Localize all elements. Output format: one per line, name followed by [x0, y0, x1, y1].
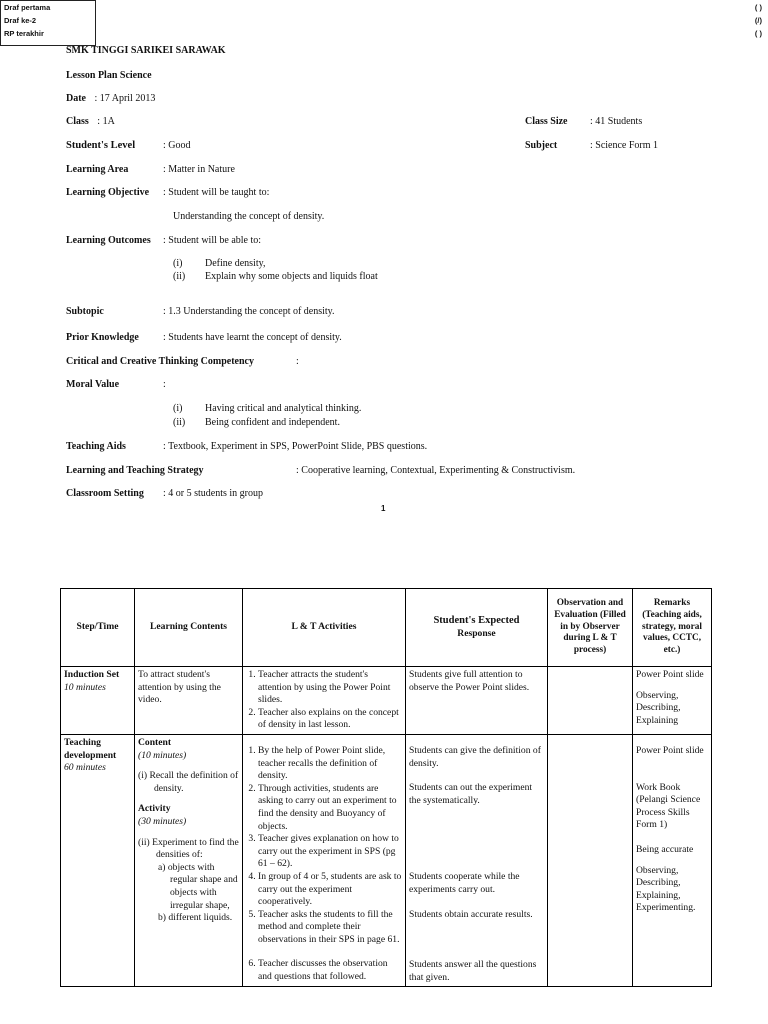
draft-label: Draf pertama [4, 3, 51, 12]
header-observation: Observation and Evaluation (Filled in by Observer during L & T process) [548, 589, 633, 667]
response-cell: Students give full attention to observe the Power Point slides. [406, 667, 548, 735]
subject-label: Subject [525, 140, 558, 151]
classroom-setting-value: : 4 or 5 students in group [163, 488, 263, 499]
response-text: Students can out the experiment the systematically. [409, 782, 533, 806]
list-item: 5. Teacher asks the students to fill the method and complete their observations in their SPS in page 61. [258, 909, 402, 947]
moral-value-label: Moral Value [66, 379, 120, 390]
list-item: 2. Through activities, students are asking to carry out an experiment to find the density and Buoyancy of objects. [258, 783, 402, 833]
prior-knowledge-label: Prior Knowledge [66, 332, 139, 343]
activities-list [246, 745, 402, 984]
objective-value: : Student will be taught to: [163, 187, 270, 198]
step-title: Induction Set [64, 669, 120, 680]
content-recall: (i) Recall the definition of density. [138, 770, 239, 794]
outcome-item [173, 258, 265, 269]
document-title: Lesson Plan Science [66, 70, 152, 81]
strategy-label: Learning and Teaching Strategy [66, 465, 204, 476]
response-text: Students obtain accurate results. [409, 908, 533, 920]
remark-text: Power Point slide [636, 744, 704, 756]
remark-text: Power Point slide [636, 669, 704, 680]
cctc-label: Critical and Creative Thinking Competency [66, 356, 254, 367]
outcome-num: (ii) [173, 271, 186, 282]
teaching-aids-label: Teaching Aids [66, 441, 126, 452]
learning-area-label: Learning Area [66, 164, 129, 175]
header-expected-line1: Student's Expected [433, 614, 520, 626]
student-level-label: Student's Level [66, 140, 136, 151]
moral-text: Having critical and analytical thinking. [205, 403, 362, 414]
list-item: 1. Teacher attracts the student's attention by using the Power Point slides. [258, 669, 402, 707]
cctc-value: : [296, 356, 299, 367]
contents-cell: To attract student's attention by using the video. [135, 667, 243, 735]
contents-cell [135, 734, 243, 986]
draft-mark: ( ) [754, 29, 762, 38]
response-cell [406, 734, 548, 986]
class-label: Class [66, 116, 89, 127]
moral-item [173, 417, 340, 428]
header-expected [406, 589, 548, 667]
draft-mark: ( ) [754, 3, 762, 12]
outcome-item [173, 271, 378, 282]
outcomes-value: : Student will be able to: [163, 235, 262, 246]
moral-num: (ii) [173, 417, 186, 428]
teaching-aids-value: : Textbook, Experiment in SPS, PowerPoint Slide, PBS questions. [163, 441, 428, 452]
remark-text: Observing, Describing, Explaining, Experimenting. [636, 864, 696, 914]
draft-row [4, 29, 762, 41]
draft-mark: (/) [754, 16, 762, 25]
header-activities: L & T Activities [243, 589, 406, 667]
header-contents: Learning Contents [135, 589, 243, 667]
school-name: SMK TINGGI SARIKEI SARAWAK [66, 45, 226, 56]
remarks-cell [633, 734, 712, 986]
observation-cell [548, 667, 633, 735]
classroom-setting-label: Classroom Setting [66, 488, 144, 499]
experiment-a: a) objects with regular shape and objects with irregular shape, [158, 861, 238, 911]
experiment-text: (ii) Experiment to find the densities of: [138, 836, 239, 861]
header-step: Step/Time [61, 589, 135, 667]
table-header-row [61, 589, 712, 667]
lesson-table [60, 588, 712, 987]
learning-area-value: : Matter in Nature [163, 164, 235, 175]
moral-item [173, 403, 361, 414]
date-line [66, 93, 155, 104]
response-text: Students cooperate while the experiments carry out. [409, 871, 520, 895]
list-item: 3. Teacher gives explanation on how to carry out the experiment in SPS (pg 61 – 62). [258, 833, 402, 871]
subtopic-value: : 1.3 Understanding the concept of density. [163, 306, 335, 317]
remark-text: Observing, Describing, Explaining [636, 689, 681, 726]
subject-value: : Science Form 1 [590, 140, 659, 151]
content-time: (10 minutes) [138, 749, 187, 761]
draft-row [4, 16, 762, 28]
moral-text: Being confident and independent. [205, 417, 340, 428]
moral-value-colon: : [163, 379, 166, 390]
moral-num: (i) [173, 403, 183, 414]
remark-text: Work Book (Pelangi Science Process Skills Form 1) [636, 781, 701, 831]
outcome-num: (i) [173, 258, 183, 269]
student-level-value: : Good [163, 140, 191, 151]
activities-list [246, 669, 402, 732]
activity-time: (30 minutes) [138, 815, 187, 827]
page-number: 1 [381, 504, 386, 513]
outcomes-label: Learning Outcomes [66, 235, 151, 246]
draft-label: Draf ke-2 [4, 16, 37, 25]
step-time: 10 minutes [64, 681, 106, 693]
objective-label: Learning Objective [66, 187, 150, 198]
draft-label: RP terakhir [4, 29, 44, 38]
outcome-text: Explain why some objects and liquids float [205, 271, 378, 282]
class-size-label: Class Size [525, 116, 568, 127]
observation-cell [548, 734, 633, 986]
subtopic-label: Subtopic [66, 306, 104, 317]
prior-knowledge-value: : Students have learnt the concept of density. [163, 332, 342, 343]
draft-status-box [0, 0, 762, 46]
strategy-value: : Cooperative learning, Contextual, Experimenting & Constructivism. [296, 465, 576, 476]
class-value: : 1A [97, 116, 115, 127]
experiment-b: b) different liquids. [158, 912, 233, 924]
class-line [66, 116, 115, 127]
step-cell [61, 667, 135, 735]
header-expected-line2: Response [457, 627, 496, 639]
objective-detail: Understanding the concept of density. [173, 211, 325, 222]
list-item: 6. Teacher discusses the observation and questions that followed. [258, 958, 402, 983]
table-row [61, 667, 712, 735]
response-text: Students can give the definition of density. [409, 744, 541, 769]
remarks-cell [633, 667, 712, 735]
table-row [61, 734, 712, 986]
date-label: Date [66, 93, 86, 104]
draft-row [4, 3, 762, 15]
step-title: Teaching development [64, 736, 117, 761]
activity-title: Activity [138, 803, 171, 815]
step-cell [61, 734, 135, 986]
list-item: 1. By the help of Power Point slide, teacher recalls the definition of density. [258, 745, 402, 783]
class-size-value: : 41 Students [590, 116, 643, 127]
content-title: Content [138, 736, 172, 748]
step-time: 60 minutes [64, 762, 106, 774]
date-value: : 17 April 2013 [94, 93, 156, 104]
response-text: Students answer all the questions that given. [409, 959, 537, 983]
outcome-text: Define density, [205, 258, 266, 269]
remark-text: Being accurate [636, 843, 694, 855]
list-item: 4. In group of 4 or 5, students are ask to carry out the experiment cooperatively. [258, 871, 402, 909]
list-item: 2. Teacher also explains on the concept of density in last lesson. [258, 707, 402, 732]
activities-cell [243, 667, 406, 735]
activities-cell [243, 734, 406, 986]
header-remarks: Remarks (Teaching aids, strategy, moral values, CCTC, etc.) [633, 589, 712, 667]
